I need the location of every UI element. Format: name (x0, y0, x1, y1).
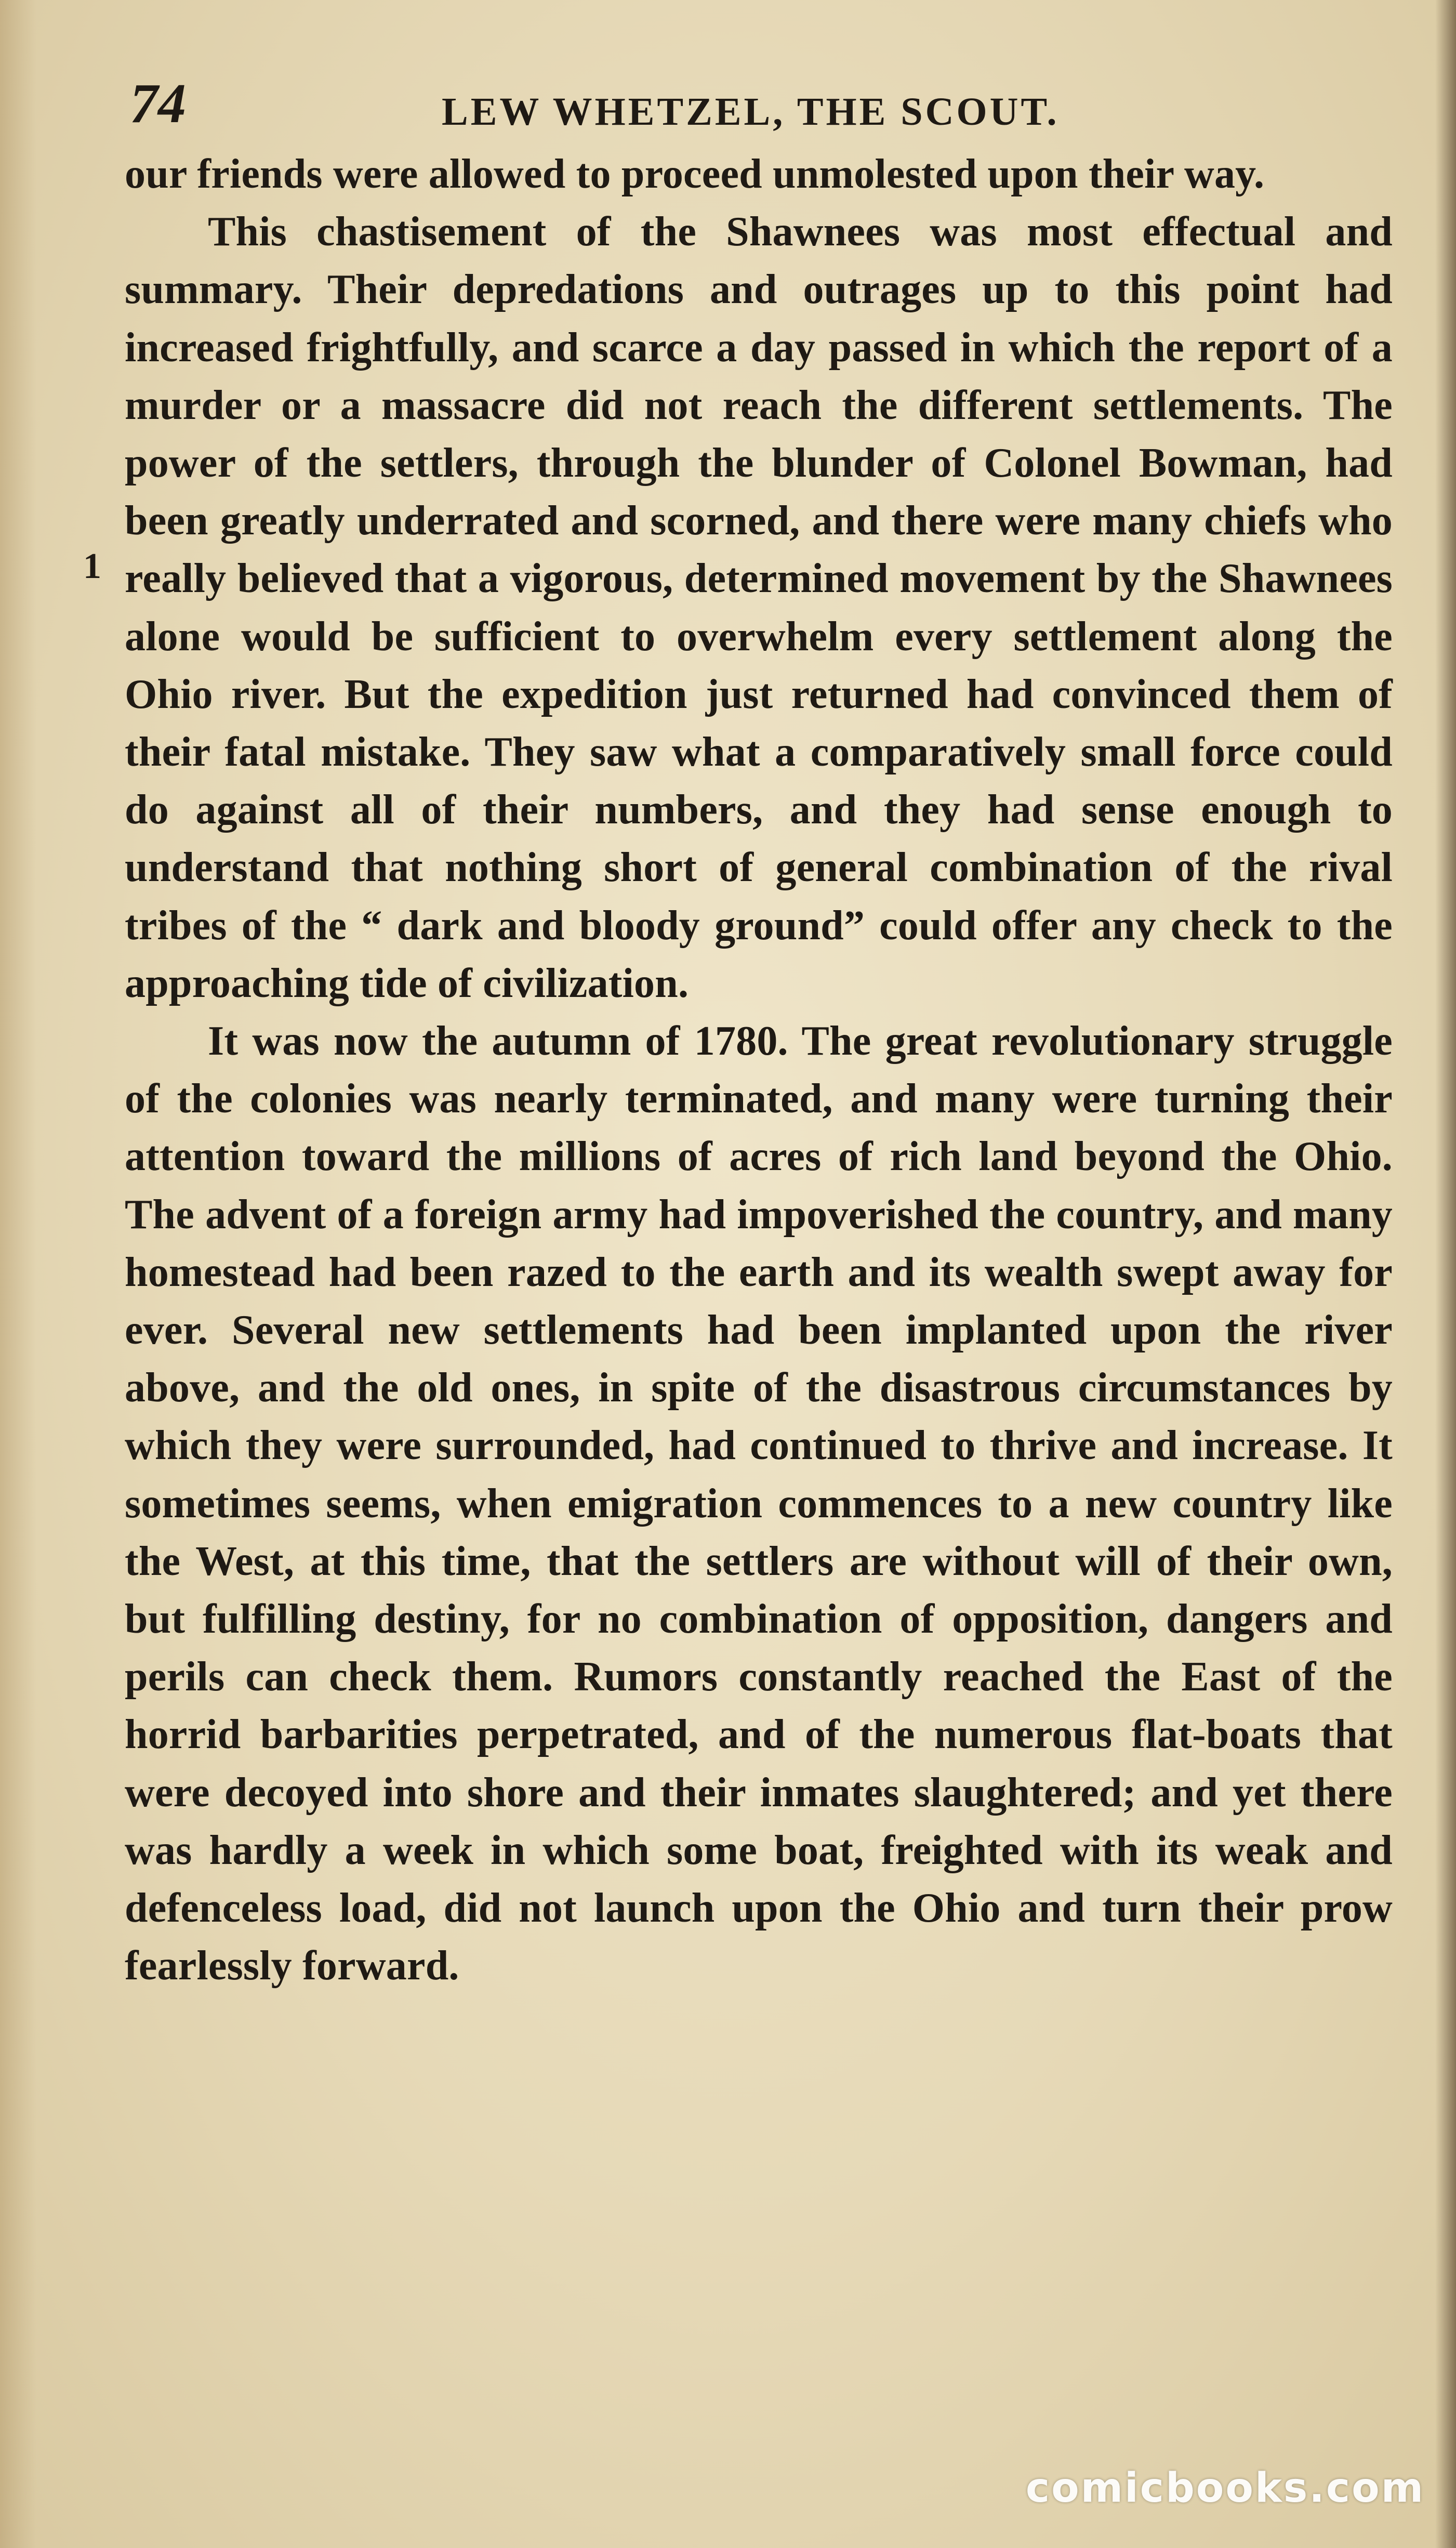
page-edge-shadow (1435, 0, 1456, 2548)
paragraph-continuation: our friends were allowed to proceed unmolested upon their way. (125, 151, 1265, 197)
watermark: comicbooks.com (1025, 2465, 1425, 2512)
paragraph: It was now the autumn of 1780. The great revolutionary struggle of the colonies was nearly terminated, and many were turning their attention toward the millions of acres of rich land beyond the Ohio. The advent of a foreign army had impoverished the country, and many homestead had been razed to the earth and its wealth swept away for ever. Several new settlements had been implanted upon the river above, and the old ones, in spite of the disastrous circumstances by which they were surrounded, had continued to thrive and increase. It sometimes seems, when emigration commences to a new country like the West, at this time, that the settlers are without will of their own, but fulfilling destiny, for no combination of opposition, dangers and perils can check them. Rumors constantly reached the East of the horrid barbarities perpetrated, and of the numerous flat-boats that were decoyed into shore and their inmates slaughtered; and yet there was hardly a week in which some boat, freighted with its weak and defenceless load, did not launch upon the Ohio and turn their prow fearlessly forward. (125, 1018, 1393, 1989)
running-head: LEW WHETZEL, THE SCOUT. (442, 90, 1060, 134)
body-text (125, 146, 1393, 1995)
margin-mark: 1 (83, 546, 101, 586)
paragraph: This chastisement of the Shawnees was most effectual and summary. Their depredations and outrages up to this point had increased frightfully, and scarce a day passed in which the report of a murder or a massacre did not reach the different settlements. The power of the settlers, through the blunder of Colonel Bowman, had been greatly underrated and scorned, and there were many chiefs who really believed that a vigorous, determined movement by the Shawnees alone would be sufficient to overwhelm every settlement along the Ohio river. But the expedition just returned had convinced them of their fatal mistake. They saw what a comparatively small force could do against all of their numbers, and they had sense enough to understand that nothing short of general combination of the rival tribes of the “ dark and bloody ground” could offer any check to the approaching tide of civilization. (125, 209, 1393, 1006)
page-number: 74 (130, 73, 186, 135)
page-gutter-shadow (0, 0, 36, 2548)
page-header (130, 73, 1403, 135)
